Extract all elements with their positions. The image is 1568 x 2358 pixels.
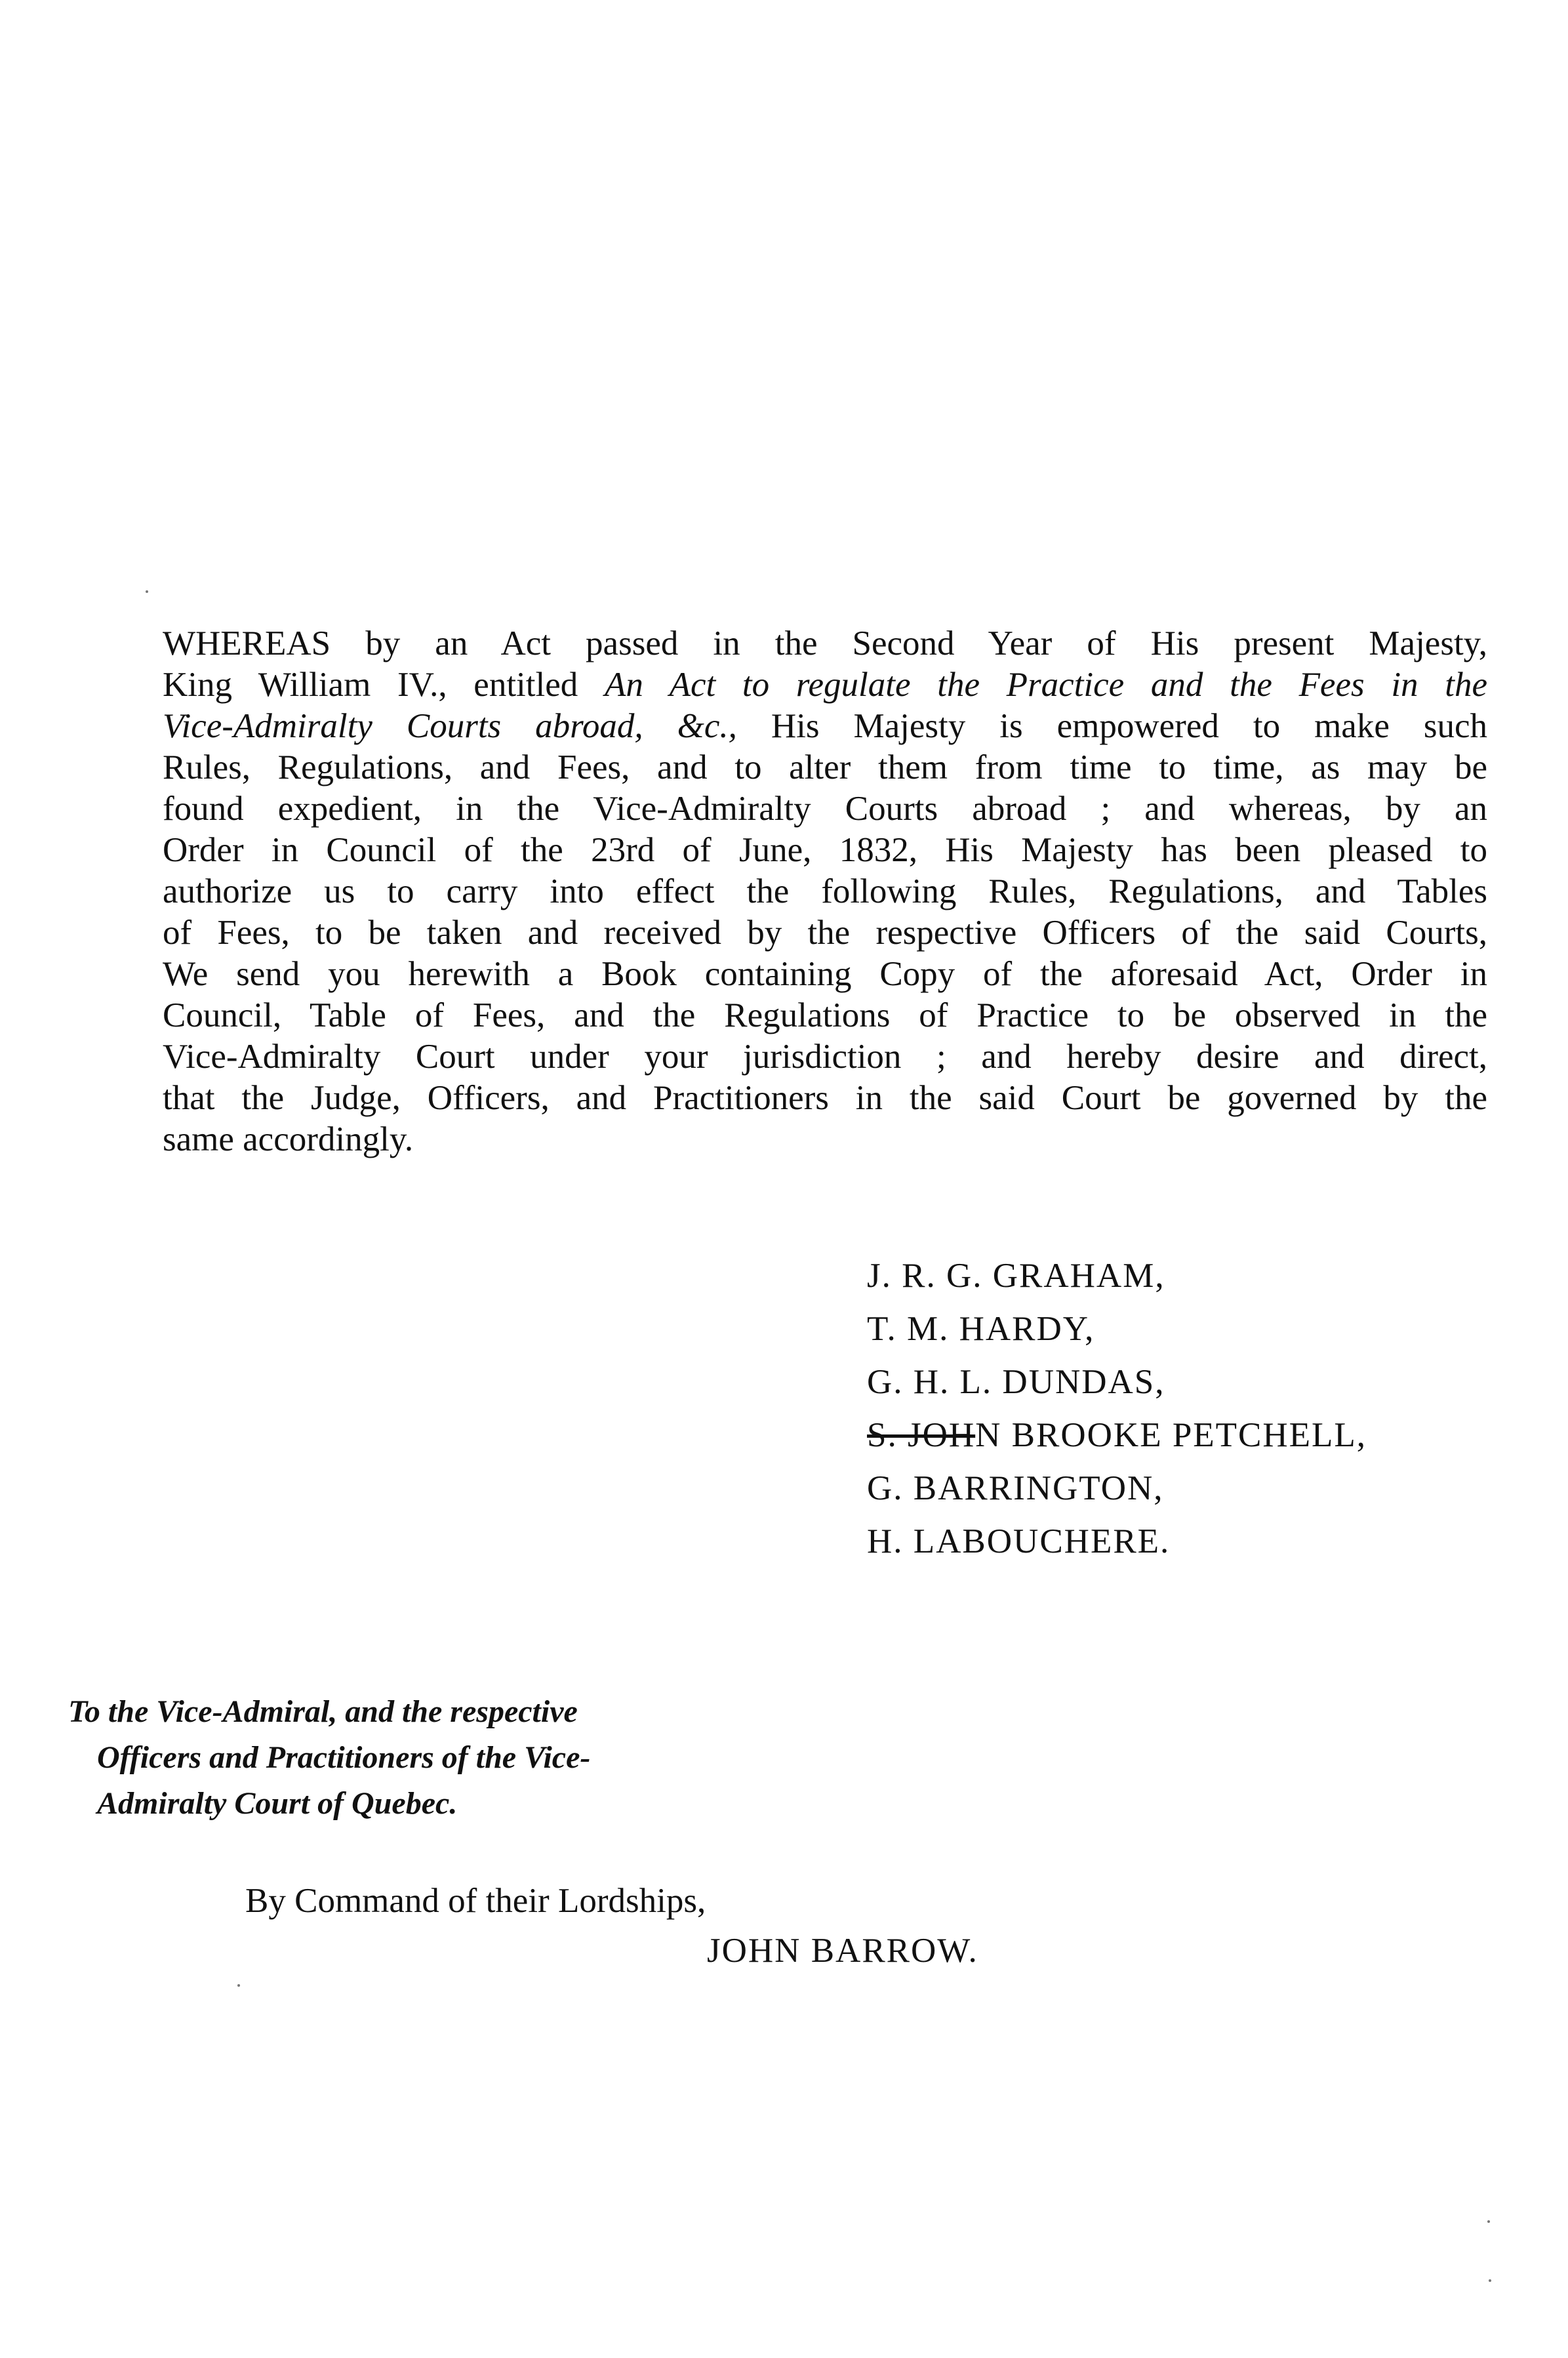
paragraph-line xyxy=(163,1036,1487,1078)
signatory-name-rest: N BROOKE PETCHELL, xyxy=(975,1416,1367,1454)
act-title-italic: Vice-Admiralty Courts abroad, &c., xyxy=(163,707,737,745)
paragraph-line xyxy=(163,788,1487,830)
command-block xyxy=(245,1876,978,1976)
secretary-name: JOHN BARROW. xyxy=(707,1932,978,1970)
line-text: Order in Council of the 23rd of June, 1832, His Majesty has been pleased to xyxy=(163,831,1487,869)
line-text: authorize us to carry into effect the following Rules, Regulations, and Tables xyxy=(163,872,1487,910)
line-text: WHEREAS by an Act passed in the Second Year of His present Majesty, xyxy=(163,624,1487,662)
line-text: of Fees, to be taken and received by the respective Officers of the said Courts, xyxy=(163,914,1487,952)
paragraph-line xyxy=(163,706,1487,747)
signatory-name: T. M. HARDY, xyxy=(867,1310,1095,1348)
paragraph-line xyxy=(163,995,1487,1036)
paragraph-line xyxy=(163,912,1487,954)
paragraph-line-last xyxy=(163,1119,1487,1160)
paragraph-line xyxy=(163,664,1487,706)
signatory-name: H. LABOUCHERE. xyxy=(867,1522,1171,1560)
line-text: same accordingly. xyxy=(163,1120,414,1158)
line-text: Rules, Regulations, and Fees, and to alter them from time to time, as may be xyxy=(163,748,1487,786)
paragraph-line xyxy=(163,830,1487,871)
struck-out-text: S. JOH xyxy=(867,1416,976,1454)
act-title-italic: An Act to regulate the Practice and the Fees in the xyxy=(604,666,1487,704)
line-text: King William IV., entitled xyxy=(163,666,605,704)
line-text: Vice-Admiralty Court under your jurisdiction ; and hereby desire and direct, xyxy=(163,1038,1487,1076)
scan-speck xyxy=(1487,2220,1490,2223)
line-text: found expedient, in the Vice-Admiralty Courts abroad ; and whereas, by an xyxy=(163,790,1487,828)
line-text: His Majesty is empowered to make such xyxy=(736,707,1488,745)
signatory-name: J. R. G. GRAHAM, xyxy=(867,1257,1165,1295)
signatories-block xyxy=(867,1250,1367,1568)
paragraph-line xyxy=(163,623,1487,664)
line-text: that the Judge, Officers, and Practitioners in the said Court be governed by the xyxy=(163,1079,1487,1117)
address-line: Officers and Practitioners of the Vice- xyxy=(97,1740,591,1775)
line-text: Council, Table of Fees, and the Regulations of Practice to be observed in the xyxy=(163,996,1487,1034)
signatory-name: G. H. L. DUNDAS, xyxy=(867,1363,1165,1401)
scan-speck xyxy=(237,1984,240,1987)
address-block xyxy=(68,1689,590,1827)
scan-speck xyxy=(1489,2279,1491,2282)
paragraph-line xyxy=(163,954,1487,995)
address-line: Admiralty Court of Quebec. xyxy=(97,1786,458,1821)
line-text: We send you herewith a Book containing Copy of the aforesaid Act, Order in xyxy=(163,955,1487,993)
paragraph-line xyxy=(163,747,1487,788)
paragraph-line xyxy=(163,871,1487,912)
scan-speck xyxy=(146,590,148,593)
address-line: To the Vice-Admiral, and the respective xyxy=(68,1694,578,1729)
signatory-name: G. BARRINGTON, xyxy=(867,1469,1164,1507)
signatory-name-struck xyxy=(867,1409,1367,1462)
paragraph-line xyxy=(163,1078,1487,1119)
command-line: By Command of their Lordships, xyxy=(245,1882,706,1920)
order-paragraph xyxy=(163,623,1487,1160)
